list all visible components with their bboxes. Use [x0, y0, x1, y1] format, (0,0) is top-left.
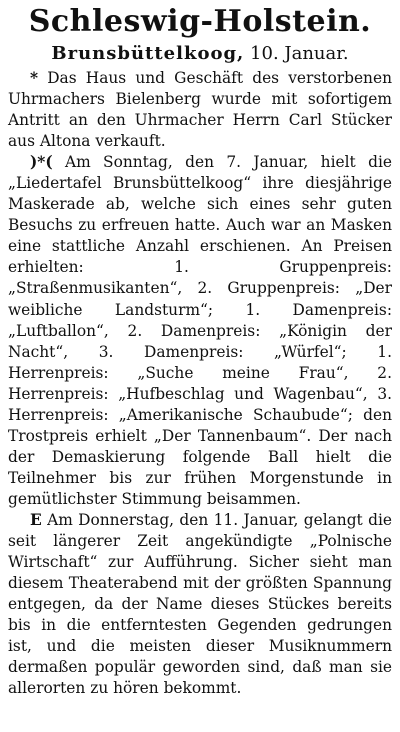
dateline-date: 10. Januar.	[250, 43, 349, 64]
dateline-place: Brunsbüttelkoog,	[51, 43, 245, 64]
paragraph-text: Am Sonntag, den 7. Januar, hielt die „Liedertafel Brunsbüttelkoog“ ihre diesjährige Maskerade ab, welche sich eines sehr guten Besuchs zu erfreuen hatte. Auch war an Masken eine stattliche Anzahl erschienen. An Preisen erhielten: 1. Gruppenpreis: „Straßenmusikanten“, 2. Gruppenpreis: „Der weibliche Landsturm“; 1. Damenpreis: „Luftballon“, 2. Damenpreis: „Königin der Nacht“, 3. Damenpreis: „Würfel“; 1. Herrenpreis: „Suche meine Frau“, 2. Herrenpreis: „Hufbeschlag und Wagenbau“, 3. Herrenpreis: „Amerikanische Schaubude“; den Trostpreis erhielt „Der Tannenbaum“. Der nach der Demaskierung folgende Ball hielt die Teilnehmer bis zur frühen Morgenstunde in gemütlichster Stimmung beisammen.	[8, 153, 392, 508]
paragraph-maskerade	[8, 152, 392, 510]
paragraph-theater	[8, 510, 392, 699]
paragraph-marker: )*(	[30, 153, 53, 172]
paragraph-marker: *	[30, 69, 39, 87]
paragraph-text: Das Haus und Geschäft des verstorbenen Uhrmachers Bielenberg wurde mit sofortigem Antritt an den Uhrmacher Herrn Carl Stücker aus Altona verkauft.	[8, 69, 392, 151]
paragraph-house-sale	[8, 68, 392, 152]
headline: Schleswig-Holstein.	[28, 4, 372, 39]
dateline	[8, 42, 392, 66]
paragraph-marker: E	[30, 510, 42, 529]
paragraph-text: Am Donnerstag, den 11. Januar, gelangt die seit längerer Zeit angekündigte „Polnische Wirtschaft“ zur Aufführung. Sicher sieht man diesem Theaterabend mit der größten Spannung entgegen, da der Name dieses Stückes bereits bis in die entferntesten Gegenden gedrungen ist, und die meisten dieser Musiknummern dermaßen populär geworden sind, daß man sie allerorten zu hören bekommt.	[8, 510, 392, 698]
